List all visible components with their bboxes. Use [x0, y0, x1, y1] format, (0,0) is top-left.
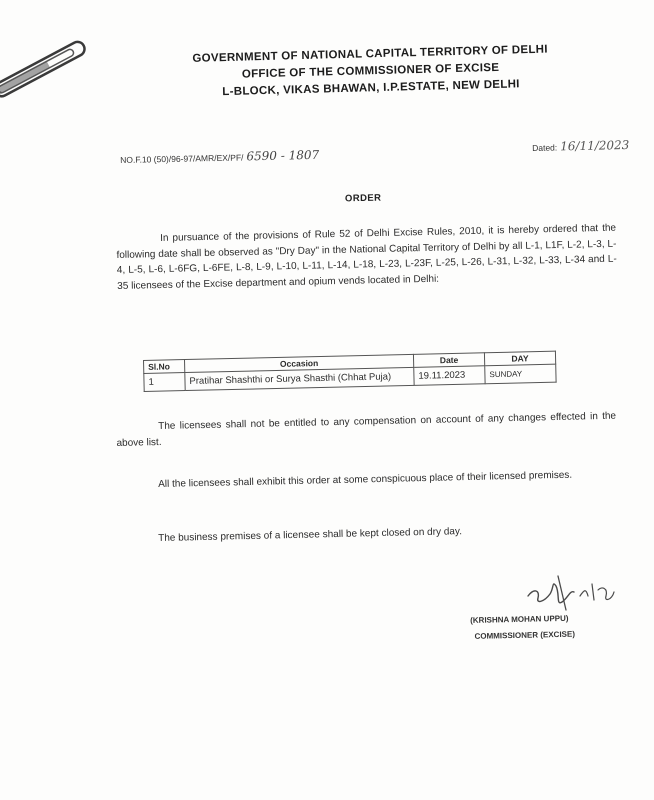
header-day: DAY	[484, 351, 555, 366]
signatory-block	[470, 611, 575, 645]
cell-date: 19.11.2023	[414, 366, 485, 386]
handwritten-signature	[522, 566, 622, 616]
header-occasion: Occasion	[185, 354, 414, 372]
reference-number	[120, 148, 319, 166]
dated-field	[532, 138, 629, 154]
dated-label: Dated:	[532, 142, 558, 153]
dated-handwritten-date: 16/11/2023	[560, 137, 630, 154]
order-title: ORDER	[344, 192, 382, 205]
cell-day: SUNDAY	[485, 364, 556, 384]
signatory-designation: COMMISSIONER (EXCISE)	[474, 629, 576, 641]
dry-day-table-wrapper	[143, 351, 557, 392]
letterhead-line-government: GOVERNMENT OF NATIONAL CAPITAL TERRITORY OF DELHI	[192, 43, 548, 65]
order-paragraph-compensation: The licensees shall not be entitled to any compensation on account of any changes effected in the above list.	[116, 410, 617, 449]
signatory-name: (KRISHNA MOHAN UPPU)	[470, 613, 569, 625]
order-paragraph-closed: The business premises of a licensee shall be kept closed on dry day.	[158, 526, 463, 545]
dry-day-table	[143, 351, 557, 392]
letterhead	[150, 40, 591, 103]
cell-sl-no: 1	[144, 373, 185, 392]
paper-clip-icon	[0, 28, 96, 108]
reference-handwritten-number: 6590 - 1807	[246, 147, 320, 164]
header-sl-no: Sl.No	[144, 360, 185, 374]
order-paragraph-exhibit: All the licensees shall exhibit this order at some conspicuous place of their licensed premises.	[158, 469, 573, 491]
letterhead-line-office: OFFICE OF THE COMMISSIONER OF EXCISE	[241, 61, 500, 81]
letterhead-line-address: L-BLOCK, VIKAS BHAWAN, I.P.ESTATE, NEW DELHI	[222, 78, 520, 99]
order-paragraph-provisions: In pursuance of the provisions of Rule 52 of Delhi Excise Rules, 2010, it is hereby ordered that the following date shall be observed as "Dry Day" in the National Capital Territory of Delhi by all L-1, L1F, L-2, L-3, L-4, L-5, L-6, L-6FG, L-6FE, L-8, L-9, L-10, L-11, L-14, L-18, L-23, L-23F, L-25, L-26, L-31, L-32, L-33, L-34 and L-35 licensees of the Excise department and opium vends located in Delhi:	[116, 222, 617, 292]
header-date: Date	[413, 353, 484, 368]
cell-occasion: Pratihar Shashthi or Surya Shasthi (Chhat Puja)	[185, 367, 414, 390]
reference-label: NO.F.10 (50)/96-97/AMR/EX/PF/	[120, 152, 244, 165]
